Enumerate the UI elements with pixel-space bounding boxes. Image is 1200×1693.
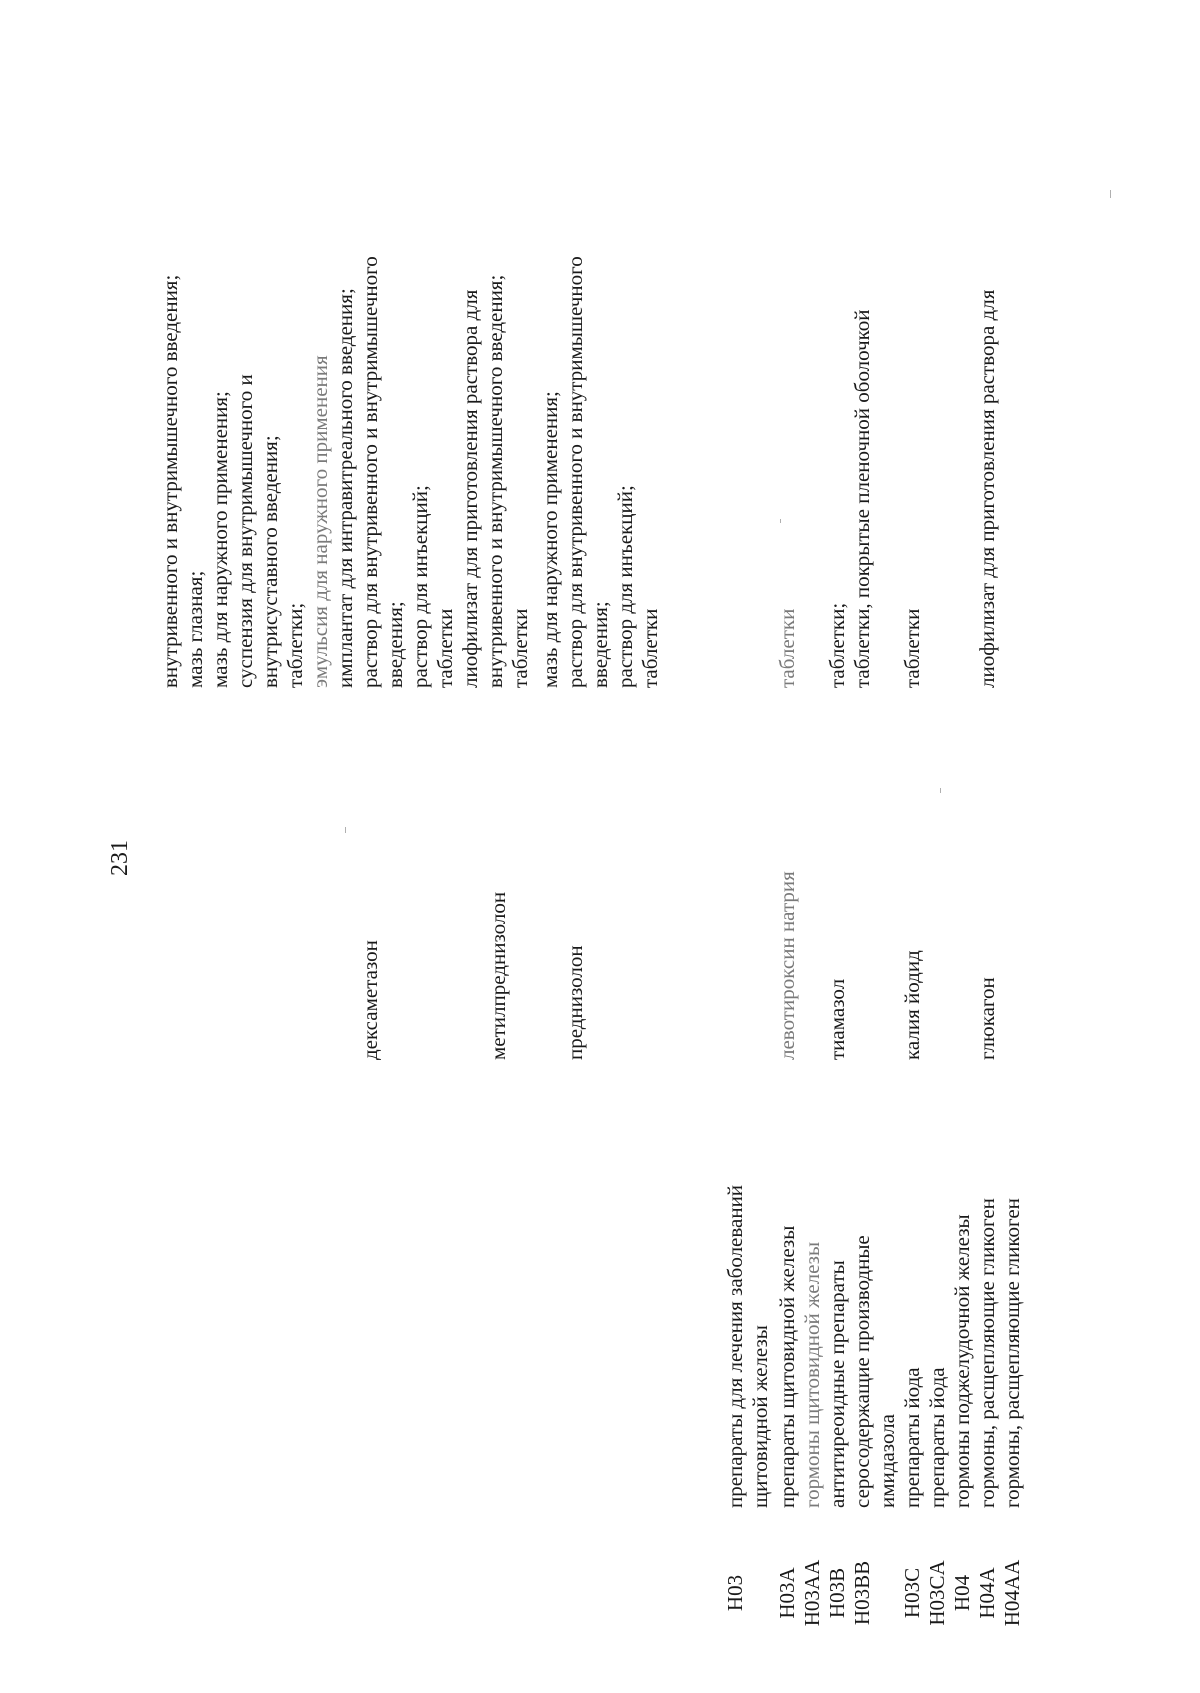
dosage-form: эмульсия для наружного применения [308,355,332,688]
dosage-form: лиофилизат для приготовления раствора для [458,289,482,688]
dosage-form: таблетки; [283,602,307,688]
drug-name: глюкагон [975,977,999,1060]
dosage-form: мазь для наружного применения; [208,391,232,688]
dosage-form: суспензия для внутримышечного и [233,374,257,688]
dosage-form: введения; [588,601,612,688]
scan-speck [940,788,941,793]
drug-name: калия йодид [900,950,924,1060]
dosage-form: имплантат для интравитреального введения; [333,288,357,688]
atc-code: H04AA [1000,1559,1024,1627]
group-label: имидазола [875,1414,899,1508]
atc-code: H04 [950,1574,974,1612]
dosage-form: таблетки; [825,602,849,688]
dosage-form: внутривенного и внутримышечного введения; [483,274,507,688]
atc-code: H03B [825,1567,849,1619]
dosage-form: раствор для внутривенного и внутримышечного [358,256,382,688]
dosage-form: введения; [383,601,407,688]
drug-name: тиамазол [825,978,849,1060]
dosage-form: мазь для наружного применения; [538,391,562,688]
drug-name: преднизолон [563,945,587,1060]
atc-code: H03CA [925,1560,949,1626]
dosage-form: раствор для внутривенного и внутримышечного [563,256,587,688]
group-label: щитовидной железы [748,1325,772,1508]
atc-code: H03 [723,1574,747,1612]
group-label: препараты йода [900,1367,924,1508]
dosage-form: таблетки [900,608,924,688]
dosage-form: раствор для инъекций; [613,485,637,688]
group-label: препараты для лечения заболеваний [723,1184,747,1508]
group-label: гормоны щитовидной железы [800,1241,824,1508]
group-label: препараты йода [925,1367,949,1508]
drug-name: метилпреднизолон [486,891,510,1060]
dosage-form: таблетки [508,608,532,688]
group-label: серосодержащие производные [850,1235,874,1508]
dosage-form: мазь глазная; [183,570,207,688]
dosage-form: внутривенного и внутримышечного введения; [158,274,182,688]
dosage-form: таблетки [775,608,799,688]
dosage-form: таблетки [638,608,662,688]
dosage-form: лиофилизат для приготовления раствора для [975,289,999,688]
group-label: антитиреоидные препараты [825,1260,849,1508]
dosage-form: таблетки [433,608,457,688]
group-label: гормоны поджелудочной железы [950,1214,974,1508]
atc-code: H04A [975,1567,999,1619]
group-label: гормоны, расщепляющие гликоген [975,1198,999,1508]
page-number: 231 [107,840,133,876]
atc-code: H03A [775,1567,799,1619]
dosage-form: таблетки, покрытые пленочной оболочкой [850,309,874,688]
scan-speck [780,519,781,523]
atc-code: H03C [900,1567,924,1619]
atc-code: H03BB [850,1560,874,1626]
group-label: гормоны, расщепляющие гликоген [1000,1198,1024,1508]
drug-name: левотироксин натрия [775,871,799,1060]
dosage-form: внутрисуставного введения; [258,435,282,688]
scan-speck [345,827,346,833]
drug-name: дексаметазон [358,940,382,1060]
atc-code: H03AA [800,1559,824,1627]
scan-speck [1110,190,1111,198]
group-label: препараты щитовидной железы [775,1225,799,1508]
dosage-form: раствор для инъекций; [408,485,432,688]
